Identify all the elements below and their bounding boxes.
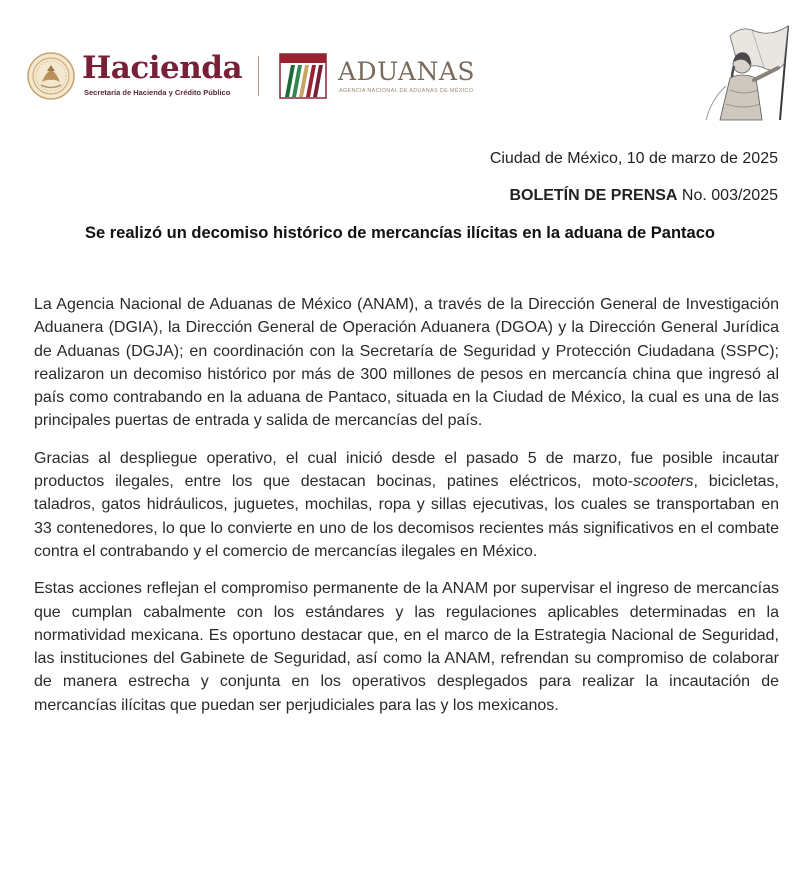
- aduanas-logo-title: ADUANAS: [338, 57, 476, 86]
- logo-divider: [258, 56, 259, 96]
- paragraph-1: La Agencia Nacional de Aduanas de México (ANAM), a través de la Dirección General de Investigación Aduanera (DGIA), la Dirección General de Operación Aduanera (DGOA) y la Dirección General Jurídica de Aduanas (DGJA); en coordinación con la Secretaría de Seguridad y Protección Ciudadana (SSPC); realizaron un decomiso histórico por más de 300 millones de pesos en mercancía china que ingresó al país como contrabando en la aduana de Pantaco, situada en la Ciudad de México, la cual es una de las principales puertas de entrada y salida de mercancías del país.: [34, 296, 779, 430]
- letterhead: [0, 0, 800, 130]
- press-release-headline: Se realizó un decomiso histórico de mercancías ilícitas en la aduana de Pantaco: [85, 224, 715, 242]
- paragraph-2: [34, 447, 779, 563]
- hacienda-logo-title: Hacienda: [82, 50, 243, 86]
- paragraph-2-part-2: , bicicletas, taladros, gatos hidráulicos, juguetes, mochilas, ropa y sillas ejecutivas, los cuales se transportaban en 33 contenedores, lo que lo convierte en uno de los decomisos recientes más significativos en el combate contra el contrabando y el comercio de mercancías ilegales en México.: [34, 473, 779, 560]
- hacienda-logo-subtitle: Secretaría de Hacienda y Crédito Público: [84, 88, 231, 97]
- press-release-body: [34, 293, 779, 731]
- heroine-with-flag-illustration: [700, 20, 794, 124]
- aduanas-logo-subtitle: AGENCIA NACIONAL DE ADUANAS DE MÉXICO: [339, 88, 474, 94]
- bulletin-label: BOLETÍN DE PRENSA: [509, 187, 678, 204]
- date-location: Ciudad de México, 10 de marzo de 2025: [489, 150, 778, 167]
- paragraph-2-italic-term: scooters: [633, 473, 694, 491]
- bulletin-number: No. 003/2025: [681, 187, 778, 204]
- mexico-seal-icon: [27, 52, 75, 100]
- paragraph-3: Estas acciones reflejan el compromiso permanente de la ANAM por supervisar el ingreso de mercancías que cumplan cabalmente con los estándares y las regulaciones aplicables determinadas en la normatividad mexicana. Es oportuno destacar que, en el marco de la Estrategia Nacional de Seguridad, las instituciones del Gabinete de Seguridad, así como la ANAM, refrendan su compromiso de colaborar de manera estrecha y conjunta en los operativos desplegados para realizar la incautación de mercancías ilícitas que puedan ser perjudiciales para las y los mexicanos.: [34, 580, 779, 714]
- bulletin-info: [509, 185, 778, 207]
- paragraph-2-part-1: Gracias al despliegue operativo, el cual inició desde el pasado 5 de marzo, fue posible incautar productos ilegales, entre los que destacan bocinas, patines eléctricos, moto-: [34, 449, 779, 491]
- aduanas-logo-icon: [279, 53, 327, 99]
